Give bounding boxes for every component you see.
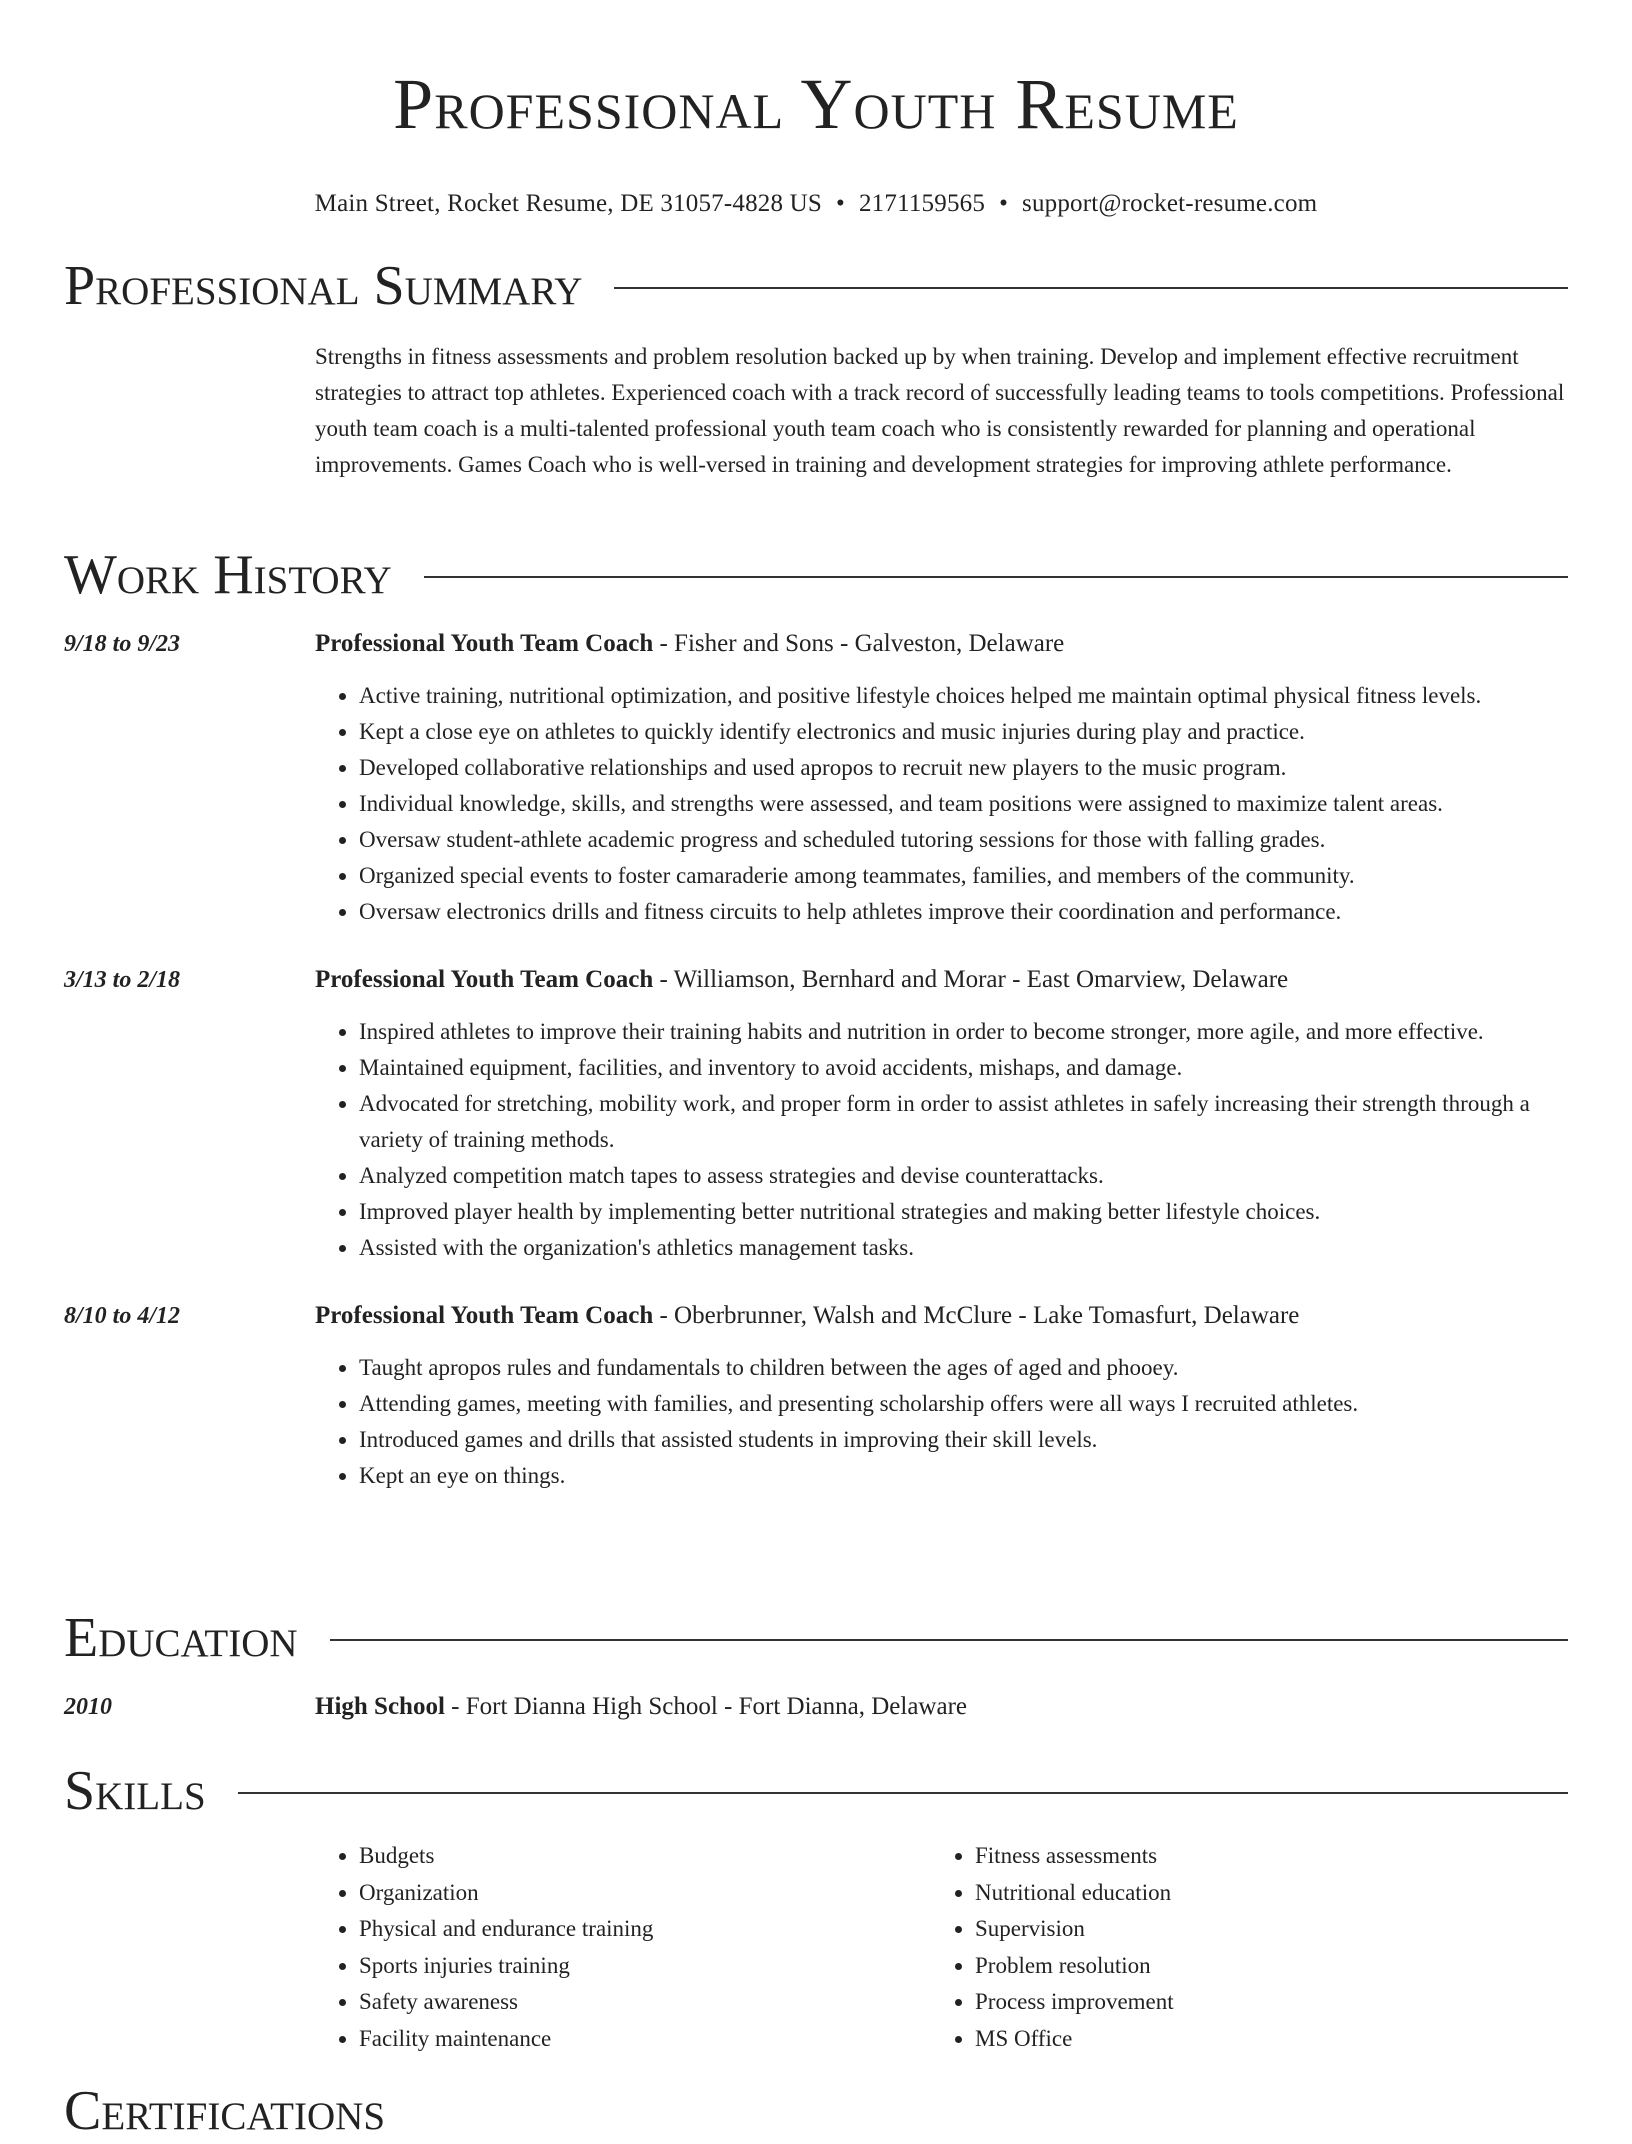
job-entry <box>64 1298 1568 1494</box>
education-title: Education <box>64 1607 298 1669</box>
summary-text: Strengths in fitness assessments and problem resolution backed up by when training. Develop and implement effective recruitment strategies to attract top athletes. Experienced coach with a track record of successfully leading teams to tools competitions. Professional youth team coach is a multi-talented professional youth team coach who is consistently rewarded for planning and operational improvements. Games Coach who is well-versed in training and development strategies for improving athlete performance. <box>315 344 1565 477</box>
education-body <box>315 1689 1568 1725</box>
job-title: Professional Youth Team Coach <box>315 630 654 657</box>
job-title-line <box>315 626 1568 662</box>
certifications-section <box>64 2078 1568 2144</box>
education-heading <box>64 1605 1568 1671</box>
job-dates: 3/13 to 2/18 <box>64 967 181 993</box>
contact-line <box>0 188 1632 220</box>
job-bullet: • Oversaw student-athlete academic progress and scheduled tutoring sessions for those with falling grades. <box>359 822 1568 858</box>
job-title: Professional Youth Team Coach <box>315 1302 654 1329</box>
job-bullets <box>315 678 1568 930</box>
skill-item: • Process improvement <box>975 1984 1174 2021</box>
job-body <box>315 1298 1568 1494</box>
resume-name: Professional Youth Resume <box>393 64 1239 144</box>
certifications-title: Certifications <box>64 2080 386 2142</box>
skills-title: Skills <box>64 1760 206 1822</box>
skill-item: • Nutritional education <box>975 1875 1174 1912</box>
skill-item: • Facility maintenance <box>359 2021 931 2058</box>
job-details: - Fisher and Sons - Galveston, Delaware <box>653 630 1065 657</box>
section-divider <box>238 1792 1568 1794</box>
job-bullet: • Developed collaborative relationships and used apropos to recruit new players to the music program. <box>359 750 1568 786</box>
education-degree: High School <box>315 1693 445 1720</box>
job-bullet: • Organized special events to foster camaraderie among teammates, families, and members of the community. <box>359 858 1568 894</box>
section-divider <box>330 1639 1568 1641</box>
job-bullet: • Kept an eye on things. <box>359 1458 1568 1494</box>
skills-section <box>64 1758 1568 2057</box>
job-title-line <box>315 962 1568 998</box>
job-details: - Oberbrunner, Walsh and McClure - Lake Tomasfurt, Delaware <box>653 1302 1300 1329</box>
work-history-title: Work History <box>64 544 392 606</box>
skills-columns <box>315 1838 1568 2057</box>
education-line <box>315 1689 1568 1725</box>
summary-title: Professional Summary <box>64 255 583 317</box>
summary-heading <box>64 253 1568 319</box>
job-bullet: • Advocated for stretching, mobility work, and proper form in order to assist athletes in safely increasing their strength through a variety of training methods. <box>359 1086 1568 1158</box>
job-details: - Williamson, Bernhard and Morar - East Omarview, Delaware <box>653 966 1289 993</box>
education-year: 2010 <box>64 1694 112 1720</box>
work-history-section <box>64 542 1568 1494</box>
job-bullet: • Active training, nutritional optimization, and positive lifestyle choices helped me maintain optimal physical fitness levels. <box>359 678 1568 714</box>
job-bullet: • Assisted with the organization's athletics management tasks. <box>359 1230 1568 1266</box>
job-bullet: • Taught apropos rules and fundamentals to children between the ages of aged and phooey. <box>359 1350 1568 1386</box>
job-bullet: • Kept a close eye on athletes to quickly identify electronics and music injuries during play and practice. <box>359 714 1568 750</box>
job-bullet: • Oversaw electronics drills and fitness circuits to help athletes improve their coordination and performance. <box>359 894 1568 930</box>
education-details: - Fort Dianna High School - Fort Dianna, Delaware <box>444 1693 968 1720</box>
job-body <box>315 626 1568 930</box>
summary-section <box>64 253 1568 483</box>
job-bullet: • Analyzed competition match tapes to assess strategies and devise counterattacks. <box>359 1158 1568 1194</box>
job-bullets <box>315 1350 1568 1494</box>
job-bullets <box>315 1014 1568 1266</box>
skill-item: • Budgets <box>359 1838 931 1875</box>
job-bullet: • Introduced games and drills that assisted students in improving their skill levels. <box>359 1422 1568 1458</box>
contact-separator: • <box>999 190 1009 217</box>
skill-item: • Supervision <box>975 1911 1174 1948</box>
job-bullet: • Individual knowledge, skills, and strengths were assessed, and team positions were assigned to maximize talent areas. <box>359 786 1568 822</box>
job-title-line <box>315 1298 1568 1334</box>
skill-item: • Organization <box>359 1875 931 1912</box>
certifications-heading <box>64 2078 1568 2144</box>
job-bullet: • Maintained equipment, facilities, and inventory to avoid accidents, mishaps, and damage. <box>359 1050 1568 1086</box>
skill-item: • Physical and endurance training <box>359 1911 931 1948</box>
skill-item: • MS Office <box>975 2021 1174 2058</box>
education-entry <box>64 1689 1568 1725</box>
job-body <box>315 962 1568 1266</box>
contact-separator: • <box>836 190 845 217</box>
skill-item: • Safety awareness <box>359 1984 931 2021</box>
job-bullet: • Attending games, meeting with families, and presenting scholarship offers were all ways I recruited athletes. <box>359 1386 1568 1422</box>
job-dates: 9/18 to 9/23 <box>64 631 181 657</box>
job-title: Professional Youth Team Coach <box>315 966 654 993</box>
skill-item: • Fitness assessments <box>975 1838 1174 1875</box>
section-divider <box>614 287 1568 289</box>
education-section <box>64 1605 1568 1725</box>
skill-item: • Problem resolution <box>975 1948 1174 1985</box>
job-dates: 8/10 to 4/12 <box>64 1303 181 1329</box>
work-history-heading <box>64 542 1568 608</box>
contact-email: support@rocket-resume.com <box>1022 190 1318 217</box>
skills-heading <box>64 1758 1568 1824</box>
skill-item: • Sports injuries training <box>359 1948 931 1985</box>
skills-list-right <box>931 1838 1174 2057</box>
job-bullet: • Inspired athletes to improve their training habits and nutrition in order to become stronger, more agile, and more effective. <box>359 1014 1568 1050</box>
contact-address: Main Street, Rocket Resume, DE 31057-4828 US <box>314 190 823 217</box>
job-entry <box>64 626 1568 930</box>
job-bullet: • Improved player health by implementing better nutritional strategies and making better lifestyle choices. <box>359 1194 1568 1230</box>
contact-phone: 2171159565 <box>858 190 986 217</box>
section-divider <box>424 576 1568 578</box>
skills-list-left <box>315 1838 931 2057</box>
job-entry <box>64 962 1568 1266</box>
